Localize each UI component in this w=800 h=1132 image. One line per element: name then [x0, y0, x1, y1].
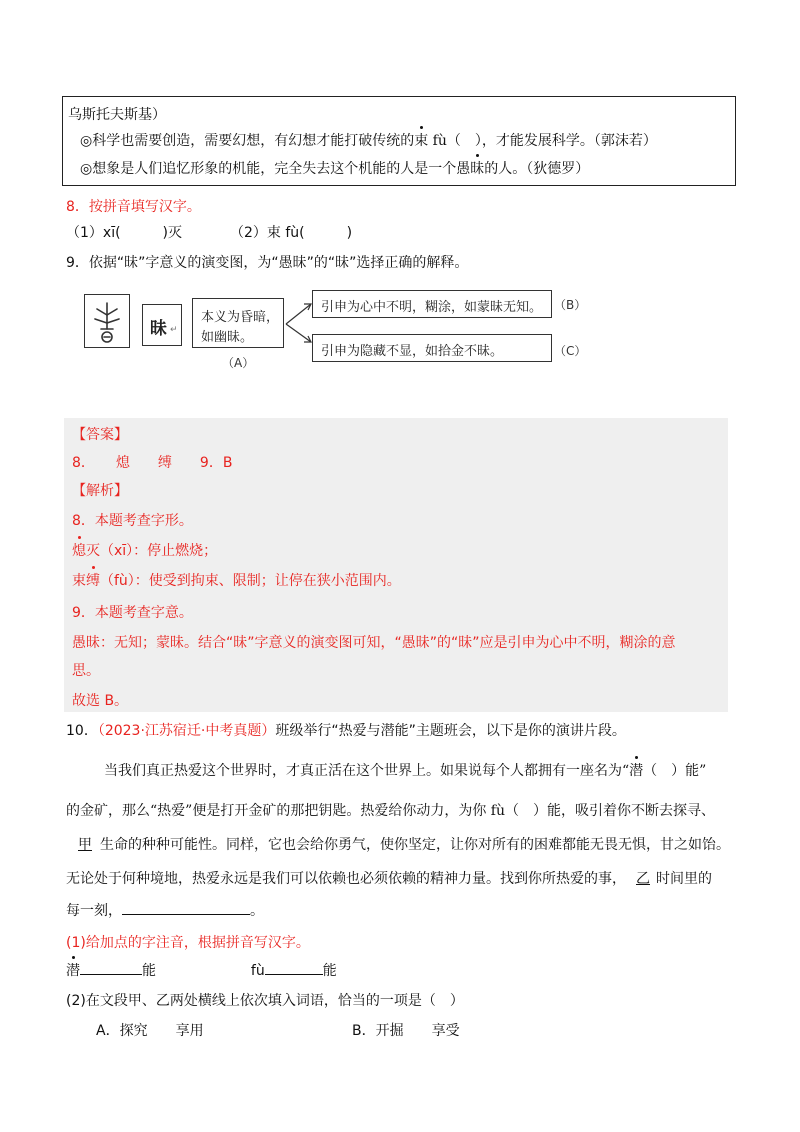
q10-number: 10． — [66, 723, 98, 739]
label-a: （A） — [222, 356, 255, 370]
fill-line: 潜 能 fù 能 — [66, 960, 337, 980]
answer-tag: 【答案】 — [72, 427, 128, 443]
q8-item-2: （2）束 fù( ) — [230, 225, 353, 241]
fill-blank-1[interactable] — [80, 960, 142, 975]
label-b: （B） — [554, 298, 587, 312]
extended-meaning-b-box — [312, 290, 552, 318]
extended-meaning-c: 引申为隐藏不显，如拾金不昧。 — [321, 344, 504, 359]
q9-title: 9．依据“昧”字意义的演变图，为“愚昧”的“昧”选择正确的解释。 — [66, 255, 469, 271]
passage-line-5: 每一刻， 。 — [66, 900, 264, 920]
fill-blank-2[interactable] — [265, 960, 323, 975]
analysis-line-5: 愚昧：无知；蒙昧。结合“昧”字意义的演变图可知，“愚昧”的“昧”应是引申为心中不明，糊涂的意 — [72, 635, 676, 651]
answer-blank[interactable] — [122, 900, 250, 915]
analysis-line-7: 故选 B。 — [72, 693, 129, 709]
analysis-line-1: 8．本题考查字形。 — [72, 513, 193, 529]
option-a[interactable]: A．探究 享用 — [96, 1023, 204, 1039]
label-c: （C） — [554, 344, 587, 358]
analysis-line-3: 束缚（fù）：使受到拘束、限制；让停在狭小范围内。 — [72, 570, 401, 590]
original-meaning-line-2: 如幽昧。 — [201, 330, 254, 345]
q10-source: （2023·江苏宿迁·中考真题） — [97, 723, 276, 739]
quote-line-3: ◎想象是人们追忆形象的机能，完全失去这个机能的人是一个愚昧的人。（狄德罗） — [80, 158, 589, 178]
option-b[interactable]: B．开掘 享受 — [352, 1023, 460, 1039]
extended-meaning-c-box — [312, 334, 552, 362]
passage-line-3: 甲 生命的种种可能性。同样，它也会给你勇气，使你坚定，让你对所有的困难都能无畏无惧，甘之如饴。 — [66, 834, 730, 854]
quote-line-2: ◎科学也需要创造，需要幻想，有幻想才能打破传统的束 fù（ ），才能发展科学。（郭沫若） — [80, 130, 657, 150]
passage-line-1: 当我们真正热爱这个世界时，才真正活在这个世界上。如果说每个人都拥有一座名为“潜（ ）能” — [104, 760, 706, 780]
original-meaning-line-1: 本义为昏暗， — [201, 310, 280, 325]
analysis-line-2: 熄灭（xī）：停止燃烧； — [72, 540, 217, 560]
extended-meaning-b: 引申为心中不明，糊涂，如蒙昧无知。 — [321, 300, 543, 315]
mei-char-box — [142, 304, 182, 346]
q10-header — [66, 720, 626, 740]
analysis-line-6: 思。 — [72, 663, 100, 679]
q8-title: 8．按拼音填写汉字。 — [66, 199, 201, 215]
passage-line-4: 无论处于何种境地，热爱永远是我们可以依赖也必须依赖的精神力量。找到你所热爱的事， 乙 时间里的 — [66, 871, 712, 887]
quote-line-1: 乌斯托夫斯基） — [68, 107, 166, 123]
return-mark: ↵ — [170, 325, 178, 335]
blank-yi: 乙 — [636, 871, 650, 887]
ancient-glyph-box — [84, 294, 130, 348]
sub-question-2: (2)在文段甲、乙两处横线上依次填入词语，恰当的一项是（ ） — [66, 993, 464, 1009]
blank-jia: 甲 — [78, 837, 92, 853]
answer-line: 8． 熄 缚 9．B — [72, 455, 233, 471]
analysis-line-4: 9．本题考查字意。 — [72, 605, 193, 621]
sub-question-1: (1)给加点的字注音，根据拼音写汉字。 — [66, 935, 310, 951]
q10-title: 班级举行“热爱与潜能”主题班会，以下是你的演讲片段。 — [275, 723, 626, 739]
original-meaning-box — [192, 298, 284, 348]
passage-line-2: 的金矿，那么“热爱”便是打开金矿的那把钥匙。热爱给你动力，为你 fù（ ）能，吸引着你不断去探寻、 — [66, 803, 715, 819]
ancient-glyph-icon — [85, 295, 129, 347]
q8-item-1: （1）xī( )灭 — [66, 225, 183, 241]
analysis-tag: 【解析】 — [72, 483, 128, 499]
mei-char: 昧 — [150, 319, 167, 339]
